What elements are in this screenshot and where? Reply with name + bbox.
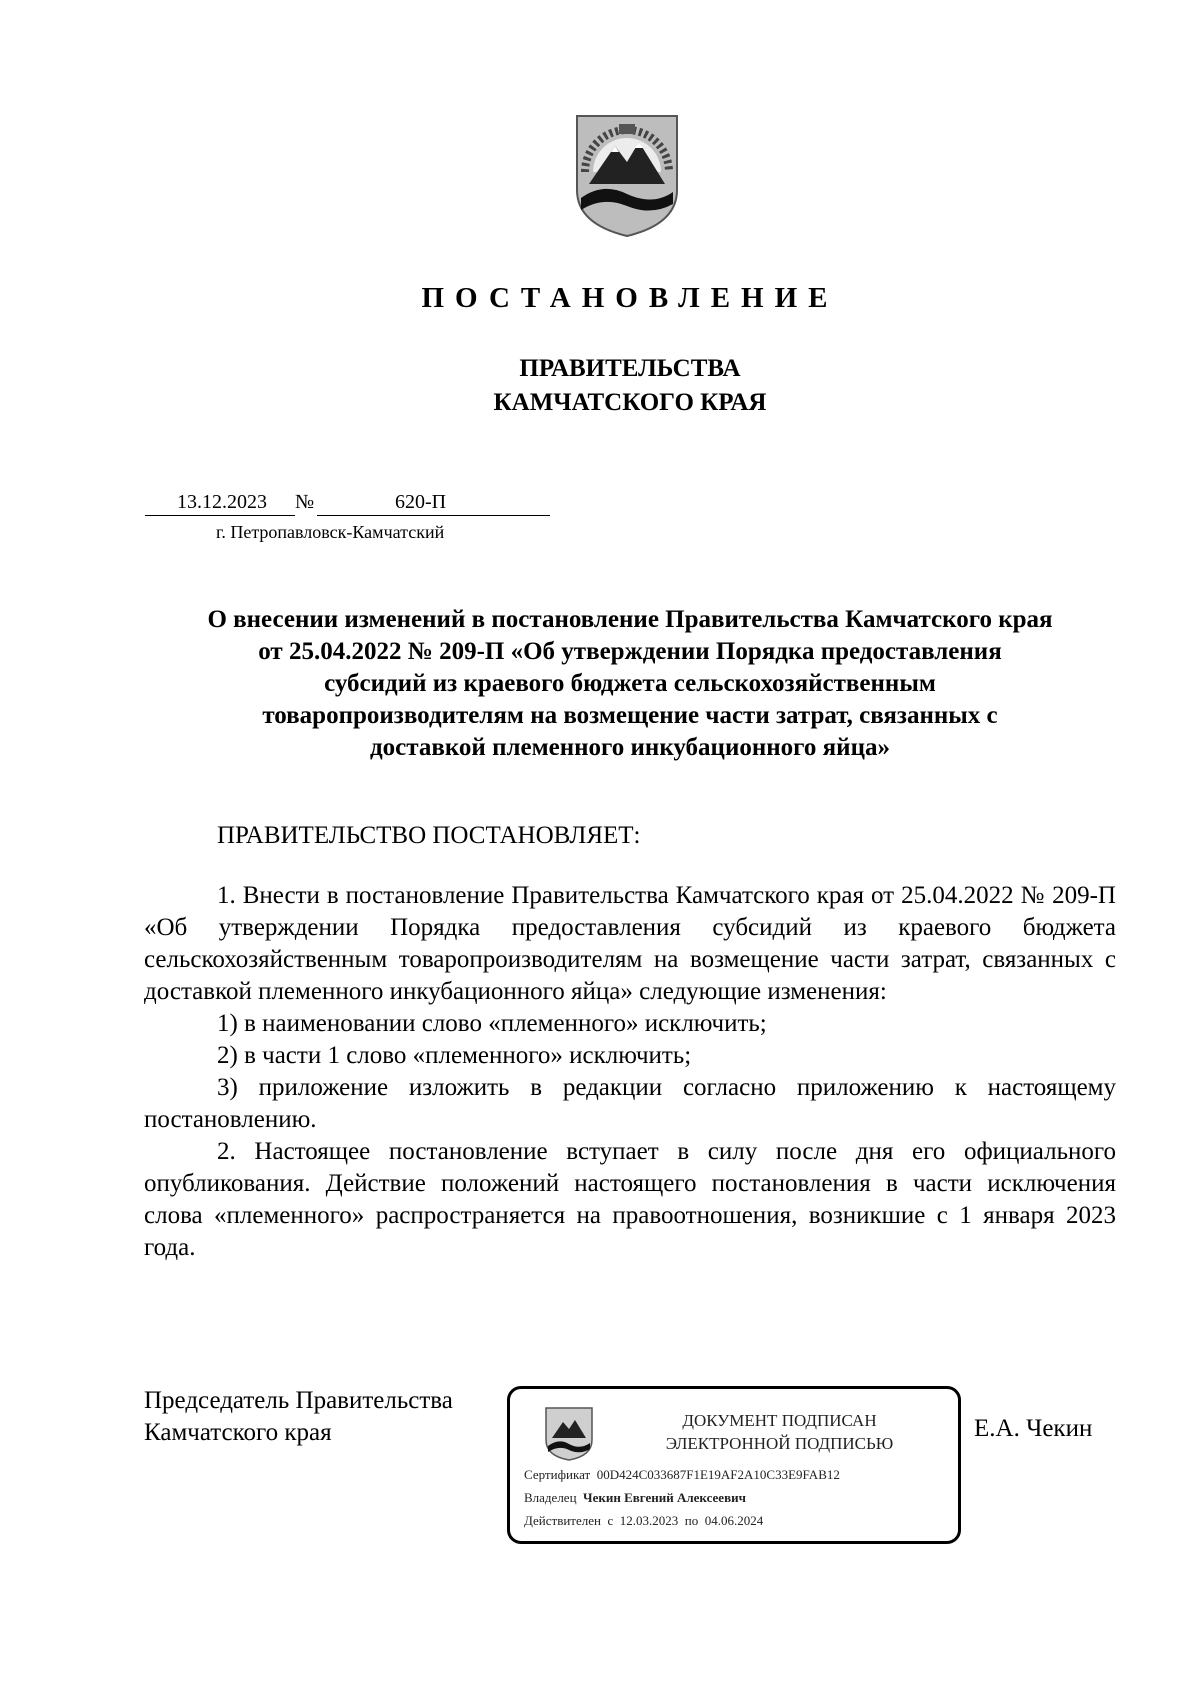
valid-from-prefix: с <box>607 1513 614 1528</box>
document-body <box>144 880 1116 1264</box>
issuer-line-1: ПРАВИТЕЛЬСТВА <box>519 355 741 382</box>
valid-to-date: 04.06.2024 <box>704 1513 764 1528</box>
owner-value: Чекин Евгений Алексеевич <box>583 1490 746 1505</box>
subparagraph-3: 3) приложение изложить в редакции согласно приложению к настоящему постановлению. <box>144 1074 1116 1133</box>
kamchatka-coat-of-arms-icon <box>573 112 681 240</box>
subparagraph-2: 2) в части 1 слово «племенного» исключить; <box>217 1042 692 1069</box>
subject-line: субсидий из краевого бюджета сельскохозяйственным <box>324 670 936 697</box>
valid-to-prefix: по <box>684 1513 699 1528</box>
paragraph-2: 2. Настоящее постановление вступает в силу после дня его официального опубликования. Действие положений настоящего постановления в части исключения слова «племенного» распространяется на правоотношения, возникшие с 1 января 2023 года. <box>144 1138 1116 1261</box>
subject-line: О внесении изменений в постановление Правительства Камчатского края <box>207 606 1053 633</box>
subject-line: товаропроизводителям на возмещение части затрат, связанных с <box>262 702 998 729</box>
stamp-heading-line-2: ЭЛЕКТРОННОЙ ПОДПИСЬЮ <box>665 1434 894 1453</box>
subject-line: доставкой племенного инкубационного яйца» <box>370 734 890 761</box>
kamchatka-coat-of-arms-icon <box>544 1406 594 1462</box>
signatory-name: Е.А. Чекин <box>974 1415 1093 1442</box>
stamp-heading-line-1: ДОКУМЕНТ ПОДПИСАН <box>682 1411 877 1430</box>
document-date: 13.12.2023 <box>177 491 267 513</box>
number-sign: № <box>295 491 315 513</box>
paragraph-1: 1. Внести в постановление Правительства Камчатского края от 25.04.2022 № 209-П «Об утверждении Порядка предоставления субсидий из краевого бюджета сельскохозяйственным товаропроизводителям на возмещение части затрат, связанных с доставкой племенного инкубационного яйца» следующие изменения: <box>144 882 1116 1005</box>
certificate-label: Сертификат <box>524 1467 591 1482</box>
position-line-1: Председатель Правительства <box>144 1387 453 1414</box>
stamp-heading <box>622 1409 937 1455</box>
validity-line <box>524 1513 763 1529</box>
document-number: 620-П <box>395 491 447 513</box>
issuer-block <box>0 352 1200 420</box>
valid-from-date: 12.03.2023 <box>619 1513 679 1528</box>
issuer-line-2: КАМЧАТСКОГО КРАЯ <box>493 389 767 416</box>
city: г. Петропавловск-Камчатский <box>216 522 445 542</box>
decree-formula: ПРАВИТЕЛЬСТВО ПОСТАНОВЛЯЕТ: <box>217 822 641 849</box>
electronic-signature-stamp <box>507 1386 961 1544</box>
owner-line <box>524 1490 746 1506</box>
validity-label: Действителен <box>524 1513 601 1528</box>
signatory-position <box>144 1385 453 1449</box>
certificate-line <box>524 1467 840 1483</box>
position-line-2: Камчатского края <box>144 1419 332 1446</box>
subject-heading <box>130 604 1130 764</box>
owner-label: Владелец <box>524 1490 577 1505</box>
certificate-value: 00D424C033687F1E19AF2A10C33E9FAB12 <box>596 1467 840 1482</box>
subject-line: от 25.04.2022 № 209-П «Об утверждении Порядка предоставления <box>258 638 1002 665</box>
document-type-title: ПОСТАНОВЛЕНИЕ <box>421 282 839 314</box>
subparagraph-1: 1) в наименовании слово «племенного» исключить; <box>217 1010 767 1037</box>
registration-line <box>145 489 550 517</box>
